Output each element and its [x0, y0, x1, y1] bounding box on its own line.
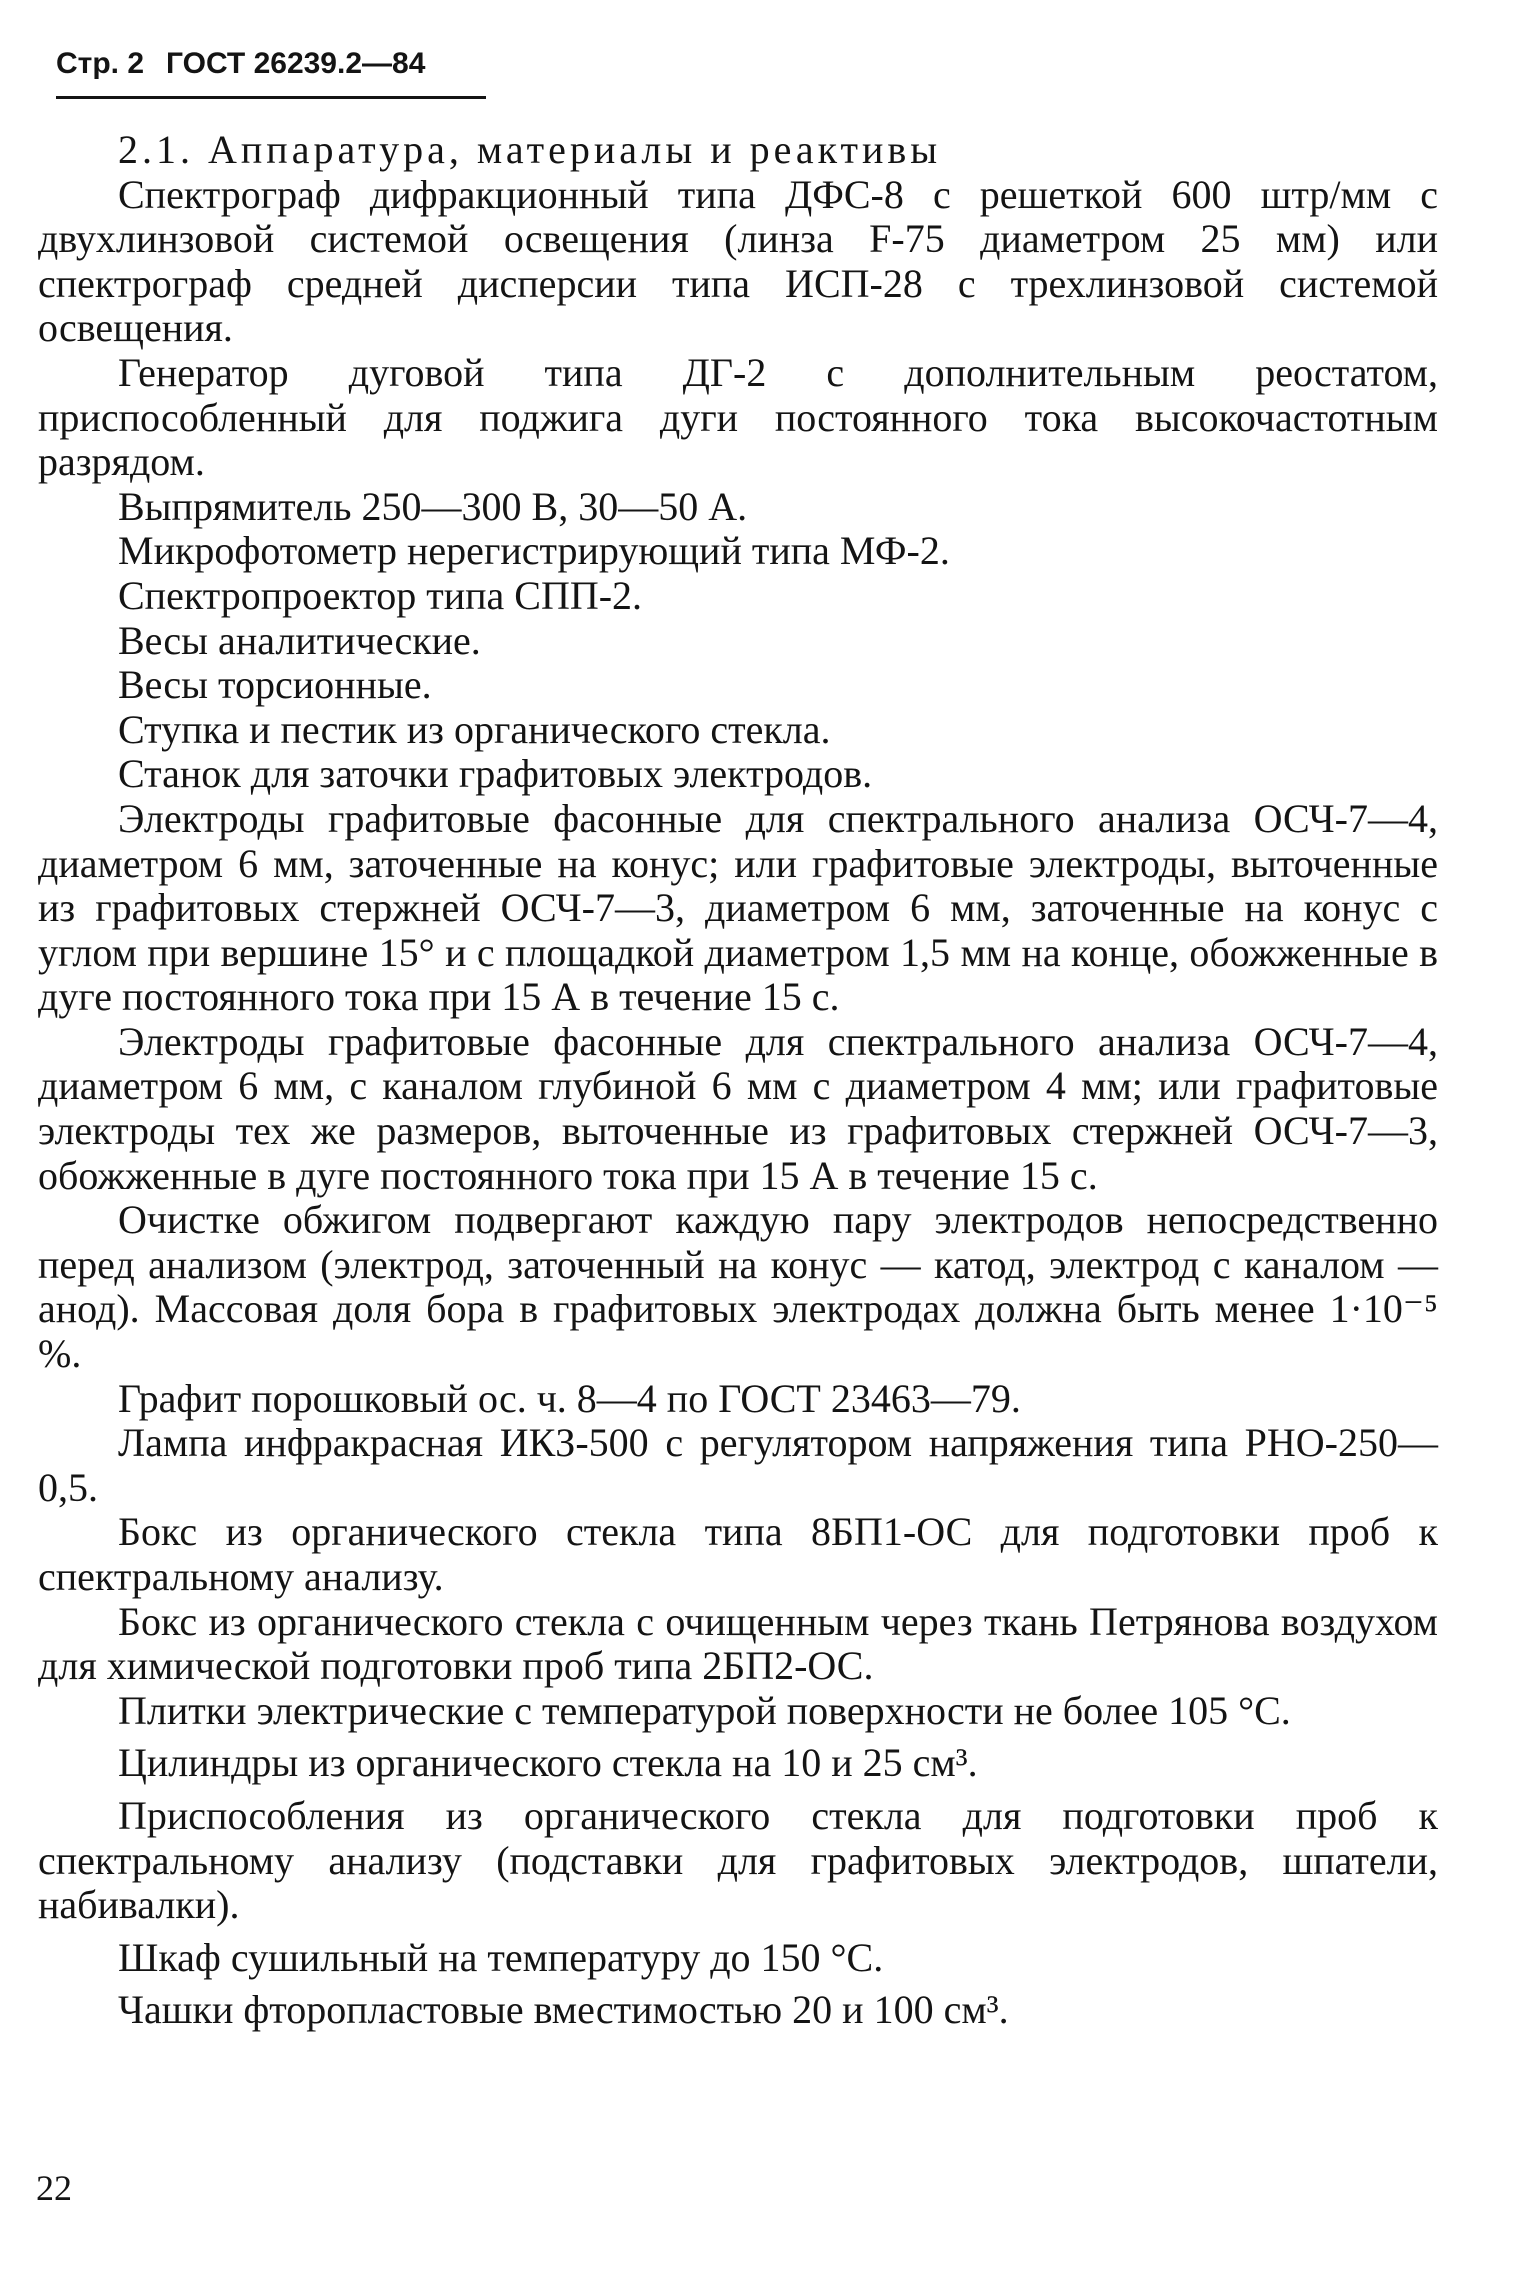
paragraph-sharpening-machine: Станок для заточки графитовых электродов.	[118, 751, 873, 797]
section-title: 2.1. Аппаратура, материалы и реактивы	[118, 127, 942, 172]
paragraph-torsion-balance: Весы торсионные.	[118, 662, 432, 708]
paragraph-mortar: Ступка и пестик из органического стекла.	[118, 706, 831, 752]
paragraph-box-2bp2: Бокс из органического стекла с очищенным через ткань Петрянова воздухом для химической подготовки проб типа 2БП2-ОС.	[38, 1598, 1438, 1689]
paragraph-channel-electrodes: Электроды графитовые фасонные для спектрального анализа ОСЧ-7—4, диаметром 6 мм, с каналом глубиной 6 мм с диаметром 4 мм; или графитовые электроды тех же размеров, выточенные из графитовых стержней ОСЧ-7—3, обожженные в дуге постоянного тока при 15 А в течение 15 с.	[38, 1018, 1438, 1198]
paragraph-infrared-lamp: Лампа инфракрасная ИКЗ-500 с регулятором напряжения типа РНО-250—0,5.	[38, 1420, 1438, 1510]
paragraph-drying-cabinet: Шкаф сушильный на температуру до 150 °С.	[118, 1934, 884, 1980]
document-body	[38, 128, 1438, 2033]
paragraph-analytical-balance: Весы аналитические.	[118, 617, 481, 663]
paragraph-electrode-cleaning: Очистке обжигом подвергают каждую пару электродов непосредственно перед анализом (электрод, заточенный на конус — катод, электрод с каналом — анод). Массовая доля бора в графитовых электродах должна быть менее 1·10⁻⁵ %.	[38, 1197, 1438, 1377]
paragraph-spectrograph: Спектрограф дифракционный типа ДФС-8 с решеткой 600 штр/мм с двухлинзовой системой освещения (линза F-75 диаметром 25 мм) или спектрограф средней дисперсии типа ИСП-28 с трехлинзовой системой освещения.	[38, 171, 1438, 351]
paragraph-arc-generator: Генератор дуговой типа ДГ-2 с дополнительным реостатом, приспособленный для поджига дуги постоянного тока высокочастотным разрядом.	[38, 349, 1438, 485]
paragraph-microphotometer: Микрофотометр нерегистрирующий типа МФ-2.	[118, 528, 950, 574]
standard-number: ГОСТ 26239.2—84	[166, 47, 426, 80]
paragraph-cone-electrodes: Электроды графитовые фасонные для спектрального анализа ОСЧ-7—4, диаметром 6 мм, заточенные на конус; или графитовые электроды, выточенные из графитовых стержней ОСЧ-7—3, диаметром 6 мм, заточенные на конус с углом при вершине 15° и с площадкой диаметром 1,5 мм на конце, обожженные в дуге постоянного тока при 15 А в течение 15 с.	[38, 795, 1438, 1020]
paragraph-fixtures: Приспособления из органического стекла для подготовки проб к спектральному анализу (подставки для графитовых электродов, шпатели, набивалки).	[38, 1792, 1438, 1928]
paragraph-hot-plates: Плитки электрические с температурой поверхности не более 105 °С.	[118, 1687, 1291, 1733]
page-header	[56, 40, 486, 99]
page-label: Стр. 2	[56, 47, 145, 80]
paragraph-spectroprojector: Спектропроектор типа СПП-2.	[118, 572, 643, 618]
paragraph-cylinders: Цилиндры из органического стекла на 10 и 25 см³.	[118, 1740, 978, 1786]
paragraph-box-8bp1: Бокс из органического стекла типа 8БП1-ОС для подготовки проб к спектральному анализу.	[38, 1509, 1438, 1599]
paragraph-rectifier: Выпрямитель 250—300 В, 30—50 А.	[118, 483, 748, 529]
paragraph-graphite-powder: Графит порошковый ос. ч. 8—4 по ГОСТ 23463—79.	[118, 1375, 1021, 1421]
page-number: 22	[36, 2168, 72, 2208]
paragraph-ptfe-cups: Чашки фторопластовые вместимостью 20 и 100 см³.	[118, 1987, 1009, 2033]
